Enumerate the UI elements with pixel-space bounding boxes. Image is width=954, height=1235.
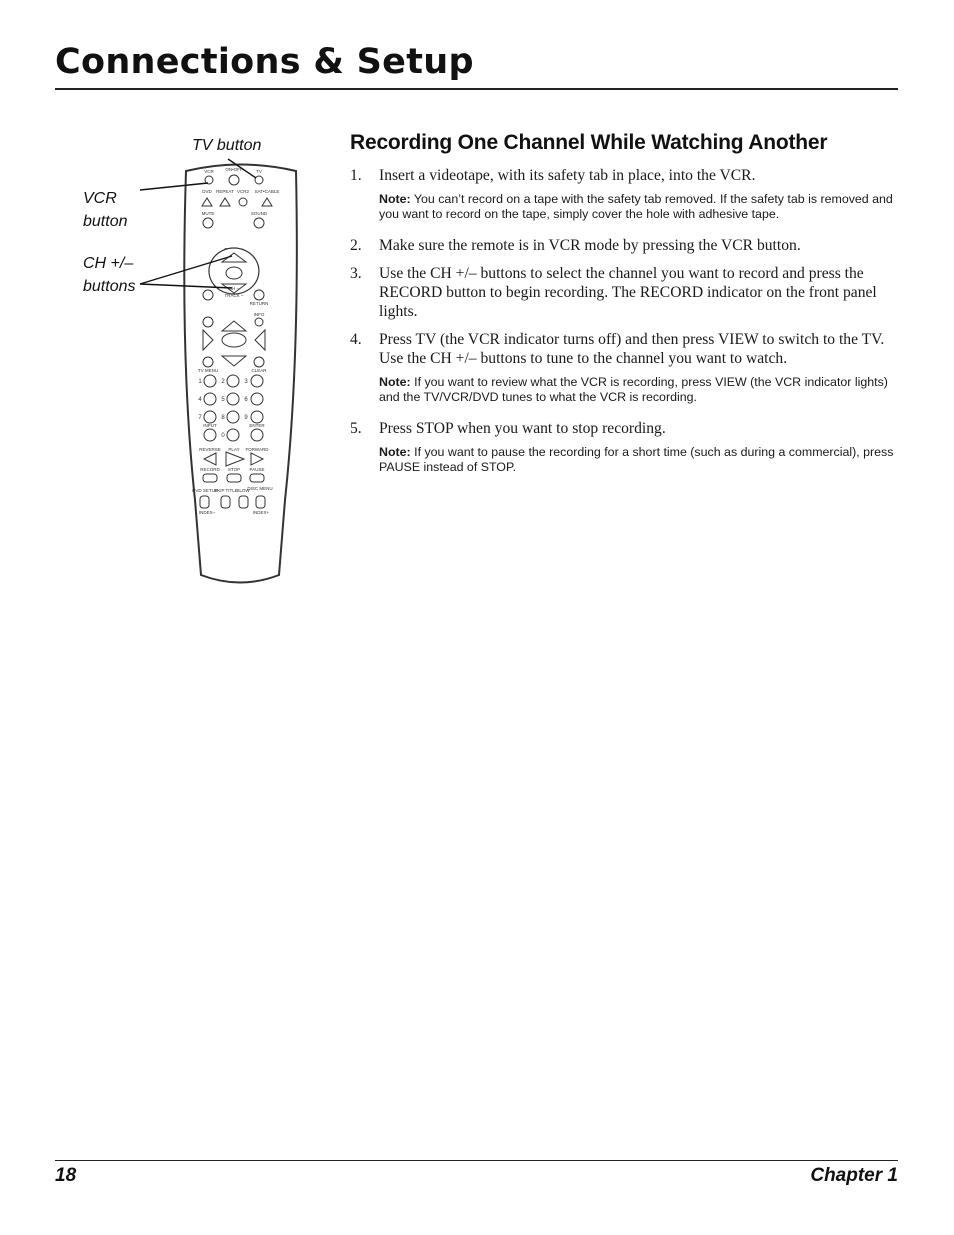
vcr-button-callout-line1: VCR	[83, 190, 117, 207]
tv-key	[255, 176, 263, 184]
step-text: Press STOP when you want to stop recording.	[379, 420, 666, 437]
index-plus-label: INDEX+	[252, 510, 270, 515]
key-3	[251, 375, 263, 387]
info-key-label: INFO	[253, 312, 265, 317]
vcr-button-callout-line2: button	[83, 213, 128, 230]
track-minus-label: TRACK –	[224, 293, 244, 298]
key-5	[227, 393, 239, 405]
right-small-key	[254, 357, 264, 367]
enter-key-label: ENTER	[249, 423, 265, 428]
step-number: 3.	[350, 265, 362, 282]
key-4	[204, 393, 216, 405]
on-off-key-label: ON•OFF	[225, 167, 243, 172]
index-minus-label: INDEX–	[198, 510, 216, 515]
sound-key-label: SOUND	[250, 211, 268, 216]
tv-menu-key-label: TV MENU	[197, 368, 219, 373]
slow-key-label: SLOW	[236, 488, 250, 493]
disc-menu-key	[256, 496, 265, 508]
ch-buttons-callout-line2: buttons	[83, 278, 136, 295]
vcr2-key	[239, 198, 247, 206]
footer-divider	[55, 1160, 898, 1161]
skip-title-key	[221, 496, 230, 508]
slow-key	[239, 496, 248, 508]
sound-key	[254, 218, 264, 228]
note-pause-recording	[350, 445, 898, 475]
step-4	[350, 330, 898, 368]
note-text: If you want to pause the recording for a short time (such as during a commercial), press PAUSE instead of STOP.	[379, 445, 894, 474]
dvd-setup-key	[200, 496, 209, 508]
record-key	[203, 474, 217, 482]
key-4-label: 4	[198, 397, 202, 403]
tv-button-callout: TV button	[192, 137, 262, 154]
disc-menu-key-label: DISC MENU	[247, 486, 273, 491]
key-2-label: 2	[221, 379, 225, 385]
step-text: Make sure the remote is in VCR mode by pressing the VCR button.	[379, 237, 801, 254]
instruction-list	[350, 166, 898, 489]
clear-key-label: CLEAR	[251, 368, 267, 373]
note-text: You can’t record on a tape with the safety tab removed. If the safety tab is removed and you want to record on the tape, simply cover the hole with adhesive tape.	[379, 192, 893, 221]
key-1-label: 1	[198, 379, 202, 385]
ok-key	[222, 333, 246, 347]
key-6-label: 6	[244, 397, 248, 403]
on-off-key	[229, 175, 239, 185]
key-0-label: 0	[221, 433, 225, 439]
step-1	[350, 166, 898, 185]
ch-buttons-callout-line1: CH +/–	[83, 255, 134, 272]
input-key	[204, 429, 216, 441]
step-number: 5.	[350, 420, 362, 437]
guide-key	[203, 317, 213, 327]
mute-key	[203, 218, 213, 228]
section-heading: Recording One Channel While Watching Another	[350, 131, 828, 154]
key-9	[251, 411, 263, 423]
key-7	[204, 411, 216, 423]
dvd-key-label: DVD	[202, 189, 212, 194]
return-key-label: RETURN	[249, 301, 269, 306]
note-label: Note:	[379, 445, 411, 459]
key-0	[227, 429, 239, 441]
repeat-key-label: REPEAT	[216, 189, 234, 194]
step-text: Insert a videotape, with its safety tab in place, into the VCR.	[379, 167, 756, 184]
left-small-key	[203, 357, 213, 367]
note-review-recording	[350, 375, 898, 405]
step-3	[350, 264, 898, 321]
key-6	[251, 393, 263, 405]
mute-key-label: MUTE	[201, 211, 215, 216]
chapter-label: Chapter 1	[810, 1165, 898, 1186]
step-5	[350, 419, 898, 438]
ch-minus-label: CH –	[228, 286, 240, 291]
remote-body	[184, 165, 297, 583]
vcr2-key-label: VCR2	[236, 189, 250, 194]
page-number: 18	[55, 1165, 77, 1186]
step-text: Press TV (the VCR indicator turns off) and then press VIEW to switch to the TV. Use the CH +/– buttons to tune to the channel you want to watch.	[379, 331, 885, 367]
ch-buttons-callout	[83, 252, 135, 298]
note-label: Note:	[379, 375, 411, 389]
key-7-label: 7	[198, 415, 202, 421]
key-1	[204, 375, 216, 387]
step-number: 4.	[350, 331, 362, 348]
note-safety-tab	[350, 192, 898, 222]
input-key-label: INPUT	[203, 423, 217, 428]
key-5-label: 5	[221, 397, 225, 403]
key-2	[227, 375, 239, 387]
stop-key	[227, 474, 241, 482]
key-8-label: 8	[221, 415, 225, 421]
go-back-key	[203, 290, 213, 300]
nav-center-key	[226, 267, 242, 279]
reverse-key-label: REVERSE	[199, 447, 221, 452]
vcr-button-callout	[83, 187, 127, 233]
pause-key-label: PAUSE	[249, 467, 265, 472]
tv-key-label: TV	[256, 169, 262, 174]
return-key	[254, 290, 264, 300]
page-header-title: Connections & Setup	[55, 42, 474, 82]
note-text: If you want to review what the VCR is recording, press VIEW (the VCR indicator lights) and the TV/VCR/DVD tunes to what the VCR is recording.	[379, 375, 888, 404]
play-key-label: PLAY	[228, 447, 240, 452]
info-key	[255, 318, 263, 326]
pause-key	[250, 474, 264, 482]
skip-title-key-label: SKIP TITLE	[214, 488, 238, 493]
enter-key	[251, 429, 263, 441]
step-2	[350, 236, 898, 255]
vcr-key-label: VCR	[204, 169, 214, 174]
step-text: Use the CH +/– buttons to select the channel you want to record and press the RECORD button to begin recording. The RECORD indicator on the front panel lights.	[379, 265, 877, 320]
sat-cable-key-label: SAT•CABLE	[254, 189, 280, 194]
forward-key-label: FORWARD	[245, 447, 269, 452]
key-3-label: 3	[244, 379, 248, 385]
record-key-label: RECORD	[200, 467, 220, 472]
step-number: 1.	[350, 167, 362, 184]
stop-key-label: STOP	[227, 467, 241, 472]
key-8	[227, 411, 239, 423]
key-9-label: 9	[244, 415, 248, 421]
note-label: Note:	[379, 192, 411, 206]
step-number: 2.	[350, 237, 362, 254]
dvd-setup-key-label: DVD SETUP	[192, 488, 218, 493]
